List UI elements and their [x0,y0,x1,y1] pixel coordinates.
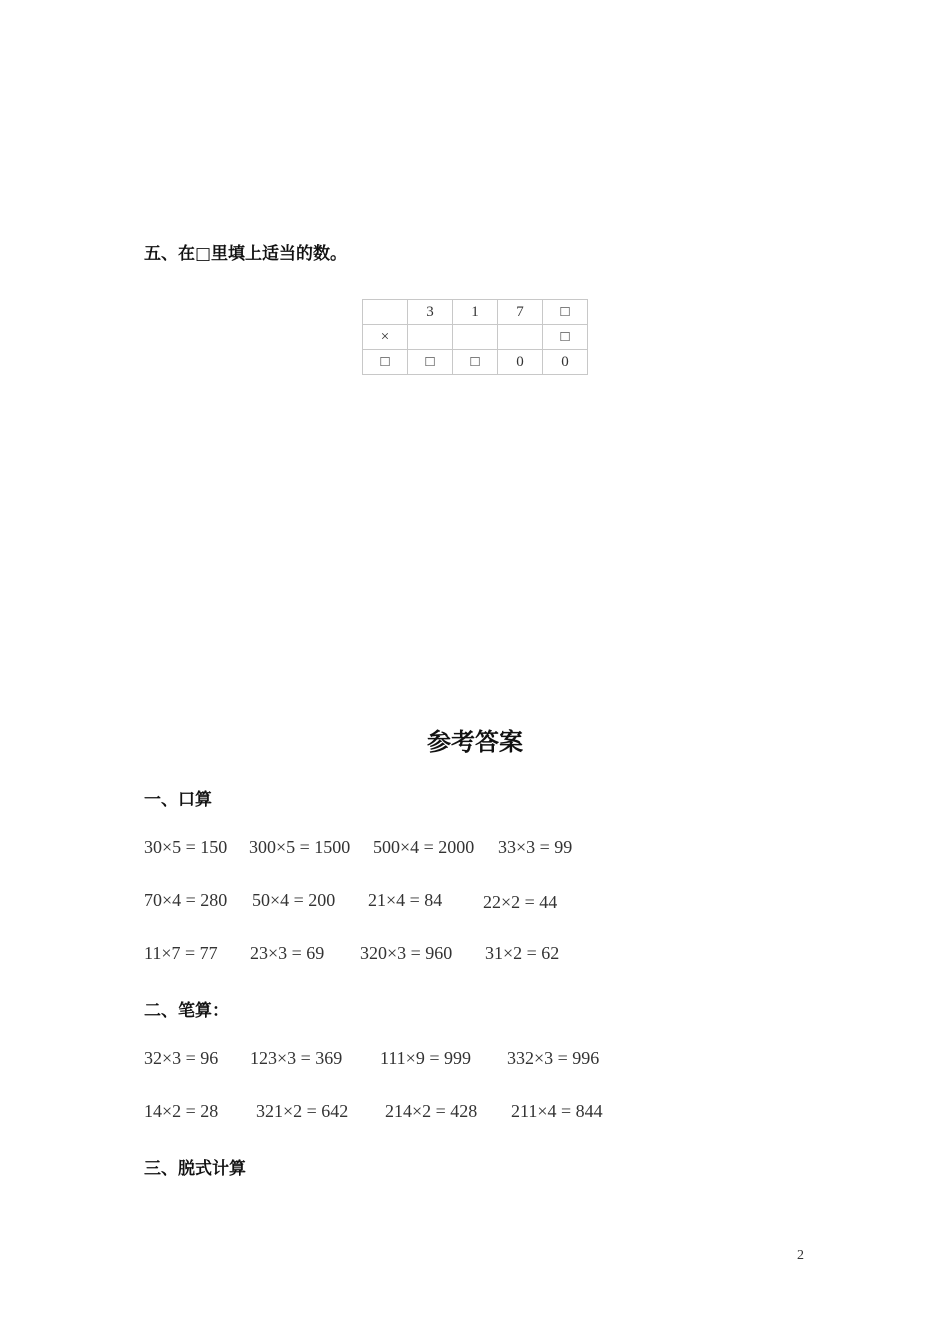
grid-cell: 1 [453,300,498,325]
grid-cell: □ [363,350,408,375]
equation: 22×2 = 44 [483,892,558,912]
grid-cell: □ [543,300,588,325]
equation: 214×2 = 428 [385,1101,478,1121]
equation: 30×5 = 150 [144,837,228,857]
grid-row-3 [363,350,588,375]
grid-cell [453,325,498,350]
section-5-heading: 五、在□里填上适当的数。 [144,244,348,264]
grid-cell [363,300,408,325]
grid-cell: 0 [498,350,543,375]
grid-row-1 [363,300,588,325]
grid-cell: 0 [543,350,588,375]
equation: 332×3 = 996 [507,1048,600,1068]
grid-cell: □ [453,350,498,375]
equation: 31×2 = 62 [485,943,560,963]
equation: 23×3 = 69 [250,943,325,963]
equation: 50×4 = 200 [252,890,336,910]
answers-title: 参考答案 [427,728,523,756]
equation: 33×3 = 99 [498,837,573,857]
equation: 320×3 = 960 [360,943,453,963]
equation: 111×9 = 999 [380,1048,471,1068]
grid-cell: □ [543,325,588,350]
fill-in-grid [362,299,588,375]
page-number: 2 [797,1248,804,1263]
grid-cell: 3 [408,300,453,325]
grid-cell: × [363,325,408,350]
part-2-heading: 二、笔算： [144,1001,229,1021]
part-1-row-2 [0,890,950,912]
equation: 14×2 = 28 [144,1101,219,1121]
part-3-heading: 三、脱式计算 [144,1159,246,1179]
grid-cell [408,325,453,350]
equation: 123×3 = 369 [250,1048,343,1068]
grid-cell: 7 [498,300,543,325]
equation: 300×5 = 1500 [249,837,351,857]
part-2-row-2 [0,1101,950,1123]
grid-cell [498,325,543,350]
part-1-row-1 [0,837,950,859]
equation: 21×4 = 84 [368,890,443,910]
grid-row-2 [363,325,588,350]
equation: 32×3 = 96 [144,1048,219,1068]
part-1-heading: 一、口算 [144,790,212,810]
equation: 211×4 = 844 [511,1101,603,1121]
equation: 70×4 = 280 [144,890,228,910]
equation: 321×2 = 642 [256,1101,349,1121]
part-2-row-1 [0,1048,950,1070]
equation: 500×4 = 2000 [373,837,475,857]
part-1-row-3 [0,943,950,965]
equation: 11×7 = 77 [144,943,218,963]
grid-cell: □ [408,350,453,375]
